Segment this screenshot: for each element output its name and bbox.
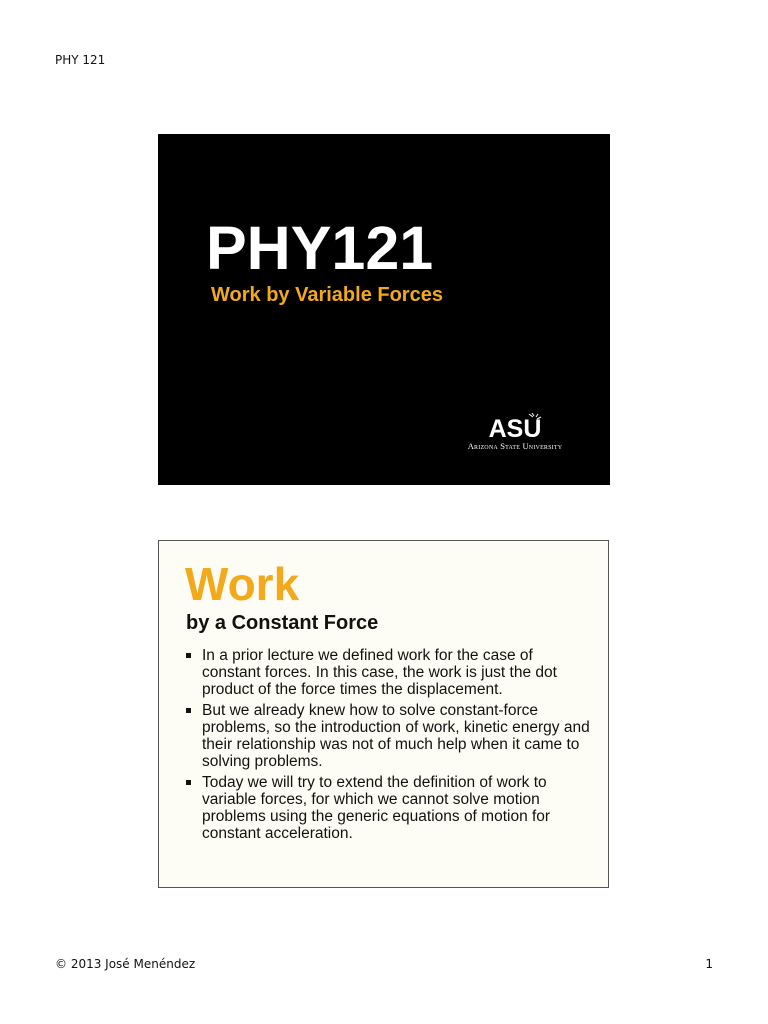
- asu-logo-icon: [456, 413, 574, 453]
- slide-title: PHY121: [206, 214, 434, 282]
- footer-copyright: © 2013 José Menéndez: [55, 957, 196, 971]
- bullet-item: [185, 702, 595, 770]
- bullet-list: [185, 647, 595, 846]
- page-header: PHY 121: [55, 53, 106, 67]
- asu-mark-text: ASU: [488, 415, 542, 439]
- slide-subheading: by a Constant Force: [186, 612, 379, 634]
- content-slide: [158, 540, 609, 888]
- bullet-item: [185, 774, 595, 842]
- square-bullet-icon: [186, 780, 191, 785]
- slide-heading: Work: [185, 558, 300, 610]
- bullet-text: In a prior lecture we defined work for the case of constant forces. In this case, the work is just the dot product of the force times the displacement.: [202, 647, 557, 698]
- bullet-text: Today we will try to extend the definition of work to variable forces, for which we cannot solve motion problems using the generic equations of motion for constant acceleration.: [202, 774, 551, 842]
- bullet-text: But we already knew how to solve constant-force problems, so the introduction of work, kinetic energy and their relationship was not of much help when it came to solving problems.: [202, 702, 590, 770]
- asu-mark-icon: [488, 413, 542, 439]
- asu-wordmark: Arizona State University: [467, 441, 563, 451]
- slide-subtitle: Work by Variable Forces: [211, 284, 443, 306]
- square-bullet-icon: [186, 653, 191, 658]
- title-slide: [158, 134, 610, 485]
- square-bullet-icon: [186, 708, 191, 713]
- bullet-item: [185, 647, 595, 698]
- page-number: 1: [705, 957, 713, 971]
